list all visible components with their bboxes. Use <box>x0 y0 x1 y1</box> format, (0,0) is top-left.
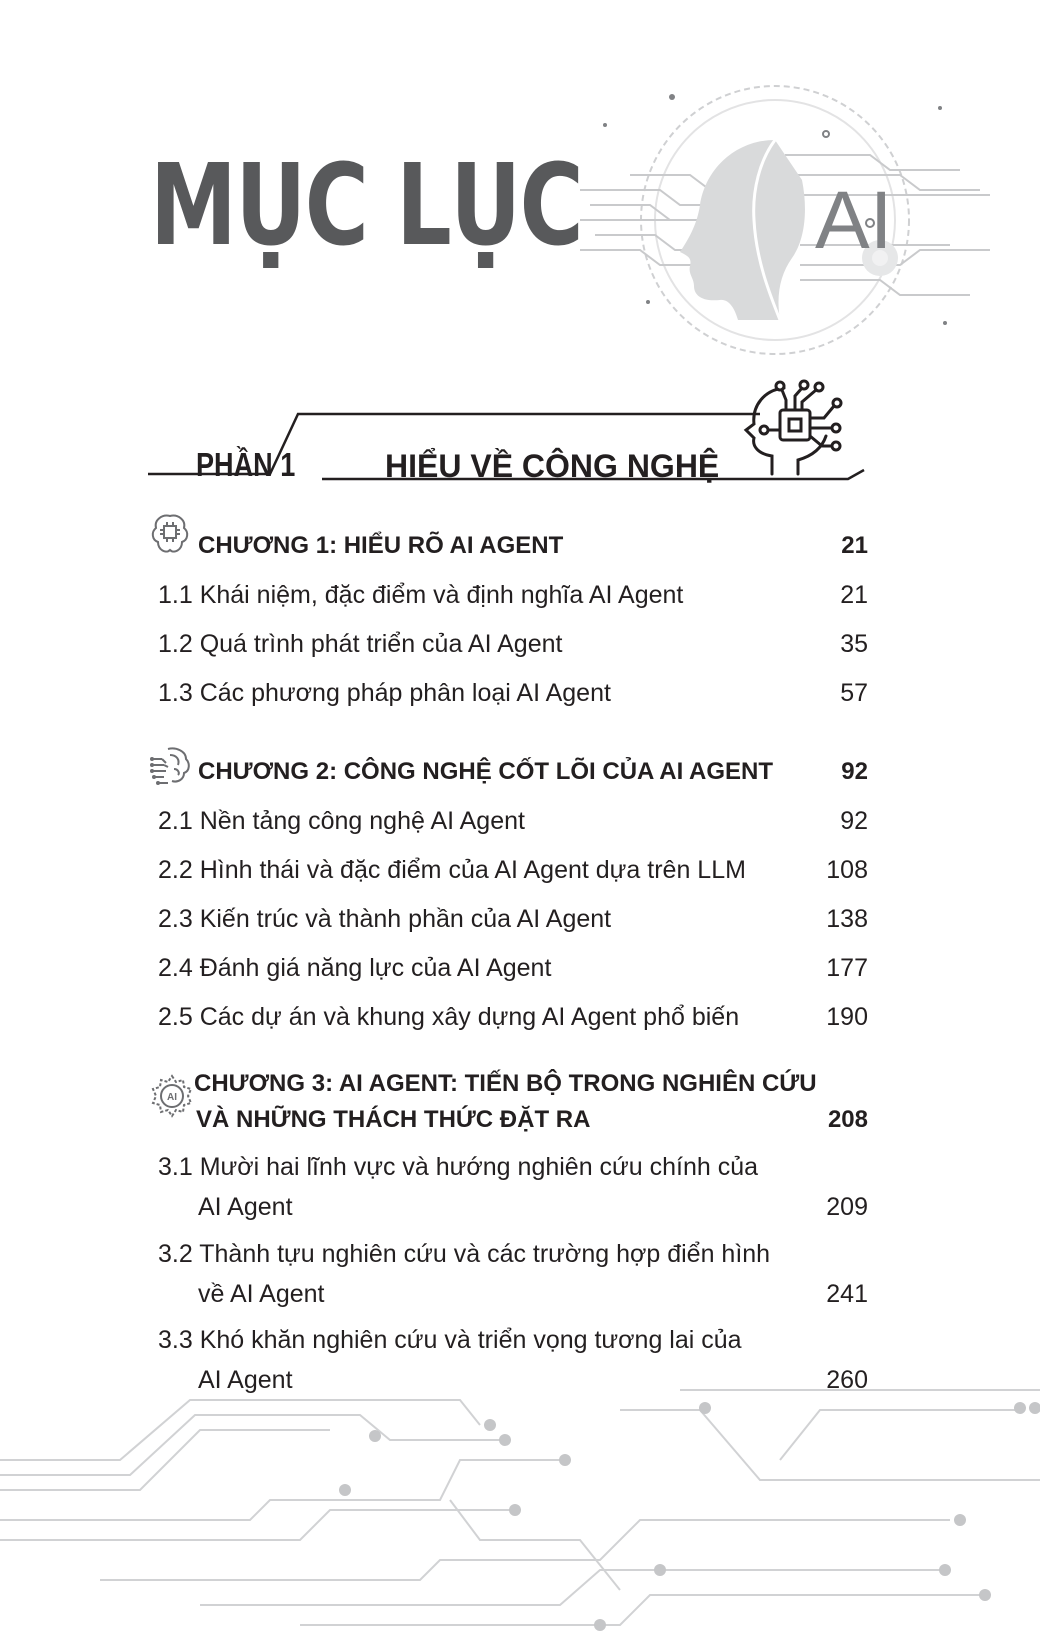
ai-gear-icon <box>150 1074 194 1118</box>
entry-title-line1: 3.2 Thành tựu nghiên cứu và các trường hợp điển hình <box>158 1240 771 1268</box>
entry-page: 177 <box>826 954 868 982</box>
chapter-title: CHƯƠNG 1: HIỂU RÕ AI AGENT <box>198 532 564 559</box>
page-title: MỤC LỤC <box>150 141 583 271</box>
entry-title: 2.2 Hình thái và đặc điểm của AI Agent dựa trên LLM <box>158 856 746 884</box>
toc-entry[interactable] <box>158 850 868 890</box>
entry-page: 21 <box>840 581 868 609</box>
entry-title-line1: 3.1 Mười hai lĩnh vực và hướng nghiên cứu chính của <box>158 1153 759 1181</box>
entry-title-line2: về AI Agent <box>198 1280 325 1308</box>
toc-entry[interactable] <box>158 801 868 841</box>
entry-title-line1: 3.3 Khó khăn nghiên cứu và triển vọng tương lai của <box>158 1326 742 1354</box>
toc-entry[interactable] <box>158 899 868 939</box>
entry-title-line2: AI Agent <box>198 1366 293 1394</box>
chapter-page: 92 <box>841 758 868 785</box>
part-title: HIỂU VỀ CÔNG NGHỆ <box>385 448 720 484</box>
ai-head-circuit-icon <box>742 376 846 480</box>
circuit-decoration <box>0 1380 1040 1646</box>
toc-entry[interactable] <box>158 1147 868 1227</box>
entry-title: 2.5 Các dự án và khung xây dựng AI Agent phổ biến <box>158 1003 740 1031</box>
chapter-1-heading[interactable] <box>198 528 868 564</box>
entry-title-line2: AI Agent <box>198 1193 293 1221</box>
chapter-title-line2: VÀ NHỮNG THÁCH THỨC ĐẶT RA <box>196 1106 591 1133</box>
entry-page: 190 <box>826 1003 868 1031</box>
entry-title: 1.2 Quá trình phát triển của AI Agent <box>158 630 563 658</box>
entry-page: 209 <box>826 1193 868 1221</box>
entry-page: 138 <box>826 905 868 933</box>
ai-brain-network-icon <box>150 745 192 787</box>
entry-page: 35 <box>840 630 868 658</box>
entry-title: 2.4 Đánh giá năng lực của AI Agent <box>158 954 552 982</box>
entry-page: 92 <box>840 807 868 835</box>
ai-head-illustration <box>570 80 1010 380</box>
part-label: PHẦN 1 <box>196 446 296 483</box>
entry-page: 241 <box>826 1280 868 1308</box>
toc-entry[interactable] <box>158 673 868 713</box>
chapter-page: 21 <box>841 532 868 559</box>
chapter-2-heading[interactable] <box>198 754 868 790</box>
entry-title: 2.3 Kiến trúc và thành phần của AI Agent <box>158 905 612 933</box>
toc-entry[interactable] <box>158 575 868 615</box>
entry-page: 108 <box>826 856 868 884</box>
svg-text:AI: AI <box>167 1092 177 1103</box>
toc-entry[interactable] <box>158 1234 868 1314</box>
ai-logo-text: AI <box>815 175 893 266</box>
chapter-3-heading[interactable] <box>194 1066 868 1138</box>
toc-entry[interactable] <box>158 997 868 1037</box>
chapter-title-line1: CHƯƠNG 3: AI AGENT: TIẾN BỘ TRONG NGHIÊN CỨU <box>194 1070 817 1097</box>
entry-page: 260 <box>826 1366 868 1394</box>
brain-chip-icon <box>150 512 190 556</box>
chapter-title: CHƯƠNG 2: CÔNG NGHỆ CỐT LÕI CỦA AI AGENT <box>198 758 774 785</box>
entry-title: 2.1 Nền tảng công nghệ AI Agent <box>158 807 525 835</box>
entry-title: 1.3 Các phương pháp phân loại AI Agent <box>158 679 611 707</box>
toc-entry[interactable] <box>158 624 868 664</box>
chapter-page: 208 <box>827 1106 868 1133</box>
entry-title: 1.1 Khái niệm, đặc điểm và định nghĩa AI Agent <box>158 581 684 609</box>
toc-entry[interactable] <box>158 948 868 988</box>
entry-page: 57 <box>840 679 868 707</box>
